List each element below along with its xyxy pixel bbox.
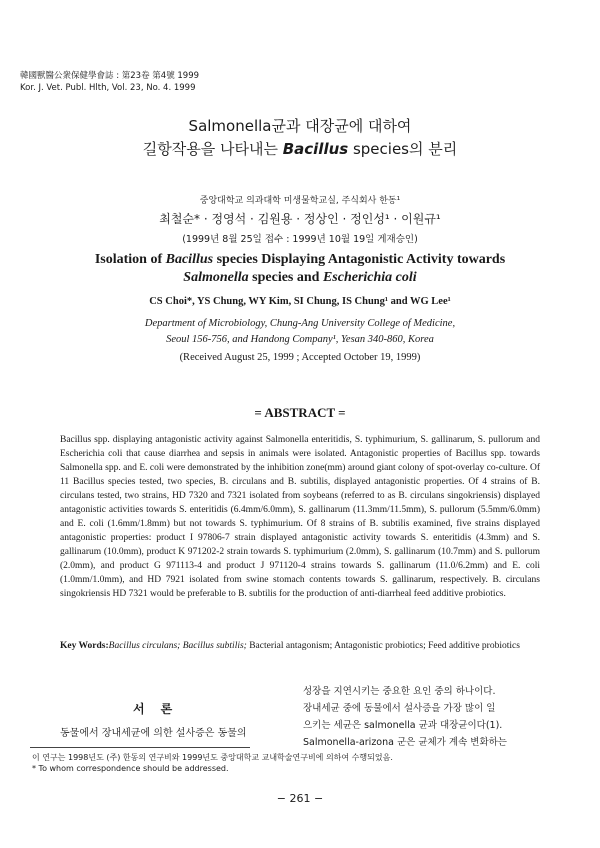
abstract-text: Bacillus spp. displaying antagonistic activity against Salmonella enteritidis, S. typhimurium, S. gallinarum, S. pullorum and Escherichia coli that cause diarrhea and sepsis in animals were isolated. Antagonistic properties of Bacillus spp. towards Salmonella spp. and E. coli were demonstrated by the inhibition zone(mm) around giant colony of spot-overlay co-culture. Of 11 Bacillus species tested, two species, B. circulans and B. subtilis, displayed antagonistic properties. Of 4 strains of B. circulans tested, two strains, HD 7320 and 7321 isolated from soybeans (referred to as B. circulans singokriensis) displayed antagonistic activities towards S. enteritidis (6.4mm/6.0mm), S. gallinarum (11.3mm/11.5mm), S. pullorum (5.5mm/6.0mm) and E. coli (1.6mm/1.8mm) but not towards S. typhimurium. Of 8 strains of B. subtilis examined, five strains displayed antagonistic properties: product I 97806-7 strain displayed antagonistic activity towards S. enteritidis (4.3mm) and S. gallinarum (10.0mm), product K 971202-2 strain towards S. typhimurium (2.0mm), S. gallinarum (10.7mm) and S. pullorum (2.0mm), and product G 971113-4 and product J 971120-4 strains towards S. gallinarum (11.0/6.2mm) and E. coli (1.0mm/1.0mm), and HD 7921 isolated from swine stomach contents towards S. gallinarum, respectively. B. circulans singokriensis HD 7321 would be preferable to B. subtilis for the production of anti-diarrheal feed additive probiotics. <box>60 435 540 599</box>
keywords-italic: Bacillus circulans; Bacillus subtilis; <box>108 641 247 651</box>
english-title-mid: species and <box>248 270 323 285</box>
keywords-rest: Bacterial antagonism; Antagonistic probiotics; Feed additive probiotics <box>246 641 520 651</box>
english-received-date: (Received August 25, 1999 ; Accepted October 19, 1999) <box>179 352 421 363</box>
english-title-text-end: species Displaying Antagonistic Activity towards <box>213 252 506 267</box>
english-title-genus-salmonella: Salmonella <box>183 270 249 285</box>
footnote-funding: 이 연구는 1998년도 (주) 한동의 연구비와 1999년도 중앙대학교 교내학술연구비에 의하여 수행되었음. <box>32 753 393 762</box>
korean-title-line-1: Salmonella균과 대장균에 대하여 <box>188 117 412 135</box>
intro-left-column <box>60 724 280 739</box>
korean-title-line-2 <box>0 138 600 159</box>
korean-received-date: (1999년 8월 25일 접수 : 1999년 10월 19일 게재승인) <box>182 234 418 245</box>
intro-left-line-1: 동물에서 장내세균에 의한 설사증은 동물의 <box>60 728 247 739</box>
page-number: − 261 − <box>276 792 324 805</box>
korean-title-genus: Bacillus <box>282 140 349 158</box>
english-department-line-1: Department of Microbiology, Chung-Ang University College of Medicine, <box>144 318 456 329</box>
section-heading-introduction: 서론 <box>133 702 189 716</box>
journal-citation <box>20 70 199 94</box>
journal-citation-english: Kor. J. Vet. Publ. Hlth, Vol. 23, No. 4. 1999 <box>20 83 196 93</box>
english-authors: CS Choi*, YS Chung, WY Kim, SI Chung, IS Chung¹ and WG Lee¹ <box>149 296 451 307</box>
english-department-line-2: Seoul 156-756, and Handong Company¹, Yesan 340-860, Korea <box>166 334 434 345</box>
intro-right-line-1: 성장을 지연시키는 중요한 요인 중의 하나이다. <box>303 686 496 697</box>
footnote-divider <box>30 747 250 748</box>
footnote-correspondence: * To whom correspondence should be addressed. <box>32 764 229 773</box>
keywords: Key Words:Bacillus circulans; Bacillus subtilis; Bacterial antagonism; Antagonistic probiotics; Feed additive probiotics <box>60 641 520 651</box>
english-title-text: Isolation of <box>94 252 166 267</box>
korean-affiliation: 중앙대학교 의과대학 미생물학교실, 주식회사 한동¹ <box>199 196 401 206</box>
korean-title-text: 길항작용을 나타내는 <box>142 140 283 158</box>
korean-title-text-end: species의 분리 <box>348 140 458 158</box>
intro-right-line-3: 으키는 세균은 salmonella 균과 대장균이다(1). <box>303 720 503 731</box>
journal-citation-korean: 韓國獸醫公衆保健學會誌 : 第23卷 第4號 1999 <box>20 71 200 81</box>
korean-authors: 최철순* · 정영석 · 김원용 · 정상인 · 정인성¹ · 이원규¹ <box>159 212 441 226</box>
intro-right-column <box>303 683 543 751</box>
abstract-heading: = ABSTRACT = <box>254 405 346 420</box>
abstract-body <box>60 433 540 601</box>
english-title-line-2 <box>0 270 600 286</box>
english-title-genus: Bacillus <box>165 252 214 267</box>
intro-right-line-2: 장내세균 중에 동물에서 설사증을 가장 많이 일 <box>303 703 496 714</box>
english-title-genus-ecoli: Escherichia coli <box>322 270 417 285</box>
keywords-label: Key Words <box>60 641 106 651</box>
intro-right-line-4: Salmonella-arizona 군은 균체가 계속 변화하는 <box>303 737 507 748</box>
english-title-line-1 <box>0 252 600 268</box>
